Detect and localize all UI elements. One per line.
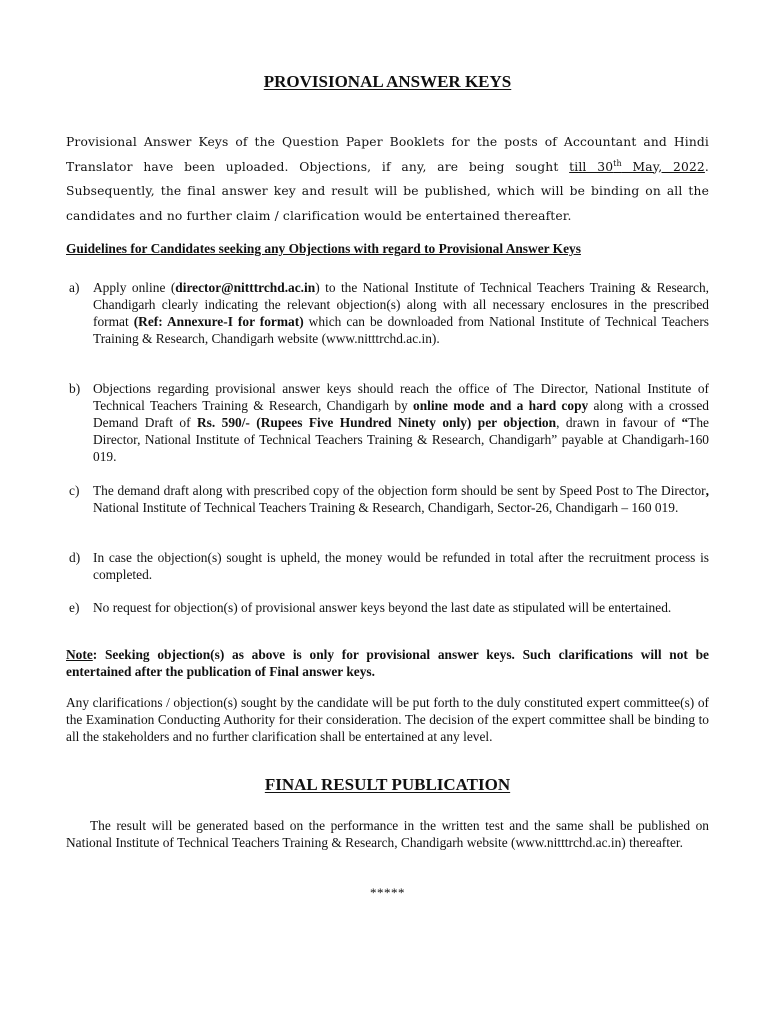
clarification-paragraph: Any clarifications / objection(s) sought by the candidate will be put forth to the duly constituted expert committee(s) of the Examination Conducting Authority for their consideration. The decision of the expert committee shall be binding to all the stakeholders and no further clarification shall be entertained at any level. <box>66 695 709 744</box>
intro-text-1: Provisional Answer Keys of the Question Paper Booklets for the posts of Accountant and Hindi Translator have been uploaded. Objections, if any, are being sought <box>66 135 709 174</box>
item-text: No request for objection(s) of provisional answer keys beyond the last date as stipulated will be entertained. <box>93 600 672 615</box>
item-text: Objections regarding provisional answer keys should reach the office of The Director, National Institute of Technical Teachers Training & Research, Chandigarh by online mode and a hard copy along with a crossed Demand Draft of Rs. 590/- (Rupees Five Hundred Ninety only) per objection, drawn in favour of “The Director, National Institute of Technical Teachers Training & Research, Chandigarh” payable at Chandigarh-160 019. <box>93 381 709 464</box>
item-text: Apply online (director@nitttrchd.ac.in) to the National Institute of Technical Teachers Training & Research, Chandigarh clearly indicating the relevant objection(s) along with all necessary enclosures in the prescribed format (Ref: Annexure-I for format) which can be downloaded from National Institute of Technical Teachers Training & Research, Chandigarh website (www.nitttrchd.ac.in). <box>93 280 709 346</box>
guidelines-heading: Guidelines for Candidates seeking any Objections with regard to Provisional Answer Keys <box>66 241 581 256</box>
email-address: director@nitttrchd.ac.in <box>175 280 316 295</box>
guideline-item-a <box>66 279 709 347</box>
item-label: b) <box>69 381 81 396</box>
guideline-item-d <box>66 549 709 583</box>
item-label: e) <box>69 600 80 615</box>
final-result-paragraph: The result will be generated based on the performance in the written test and the same shall be published on National Institute of Technical Teachers Training & Research, Chandigarh website (www.nitttrchd.ac.in) thereafter. <box>66 818 709 850</box>
item-text: The demand draft along with prescribed copy of the objection form should be sent by Speed Post to The Director, National Institute of Technical Teachers Training & Research, Chandigarh, Sector-26, Chandigarh – 160 019. <box>93 483 709 515</box>
annexure-reference: (Ref: Annexure-I for format) <box>133 314 304 329</box>
intro-text-2: . Subsequently, the final answer key and result will be published, which will be binding on all the candidates and no further claim / clarification would be entertained thereafter. <box>66 159 709 223</box>
note-text: : Seeking objection(s) as above is only for provisional answer keys. Such clarifications will not be entertained after the publication of Final answer keys. <box>66 647 709 679</box>
final-result-title: FINAL RESULT PUBLICATION <box>264 775 511 794</box>
fee-amount: Rs. 590/- (Rupees Five Hundred Ninety only) per objection <box>196 415 557 430</box>
guideline-item-b <box>66 380 709 465</box>
guideline-item-c <box>66 482 709 516</box>
item-text: In case the objection(s) sought is upheld, the money would be refunded in total after the recruitment process is completed. <box>93 550 709 582</box>
note-label: Note <box>66 647 93 662</box>
item-label: a) <box>69 280 80 295</box>
item-label: d) <box>69 550 81 565</box>
item-label: c) <box>69 483 80 498</box>
deadline-date: till 30th May, 2022 <box>569 158 705 174</box>
end-marker: ***** <box>370 885 405 900</box>
guideline-item-e <box>66 599 709 616</box>
intro-paragraph <box>66 130 709 228</box>
note-paragraph <box>66 646 709 680</box>
page-title: PROVISIONAL ANSWER KEYS <box>263 72 512 91</box>
